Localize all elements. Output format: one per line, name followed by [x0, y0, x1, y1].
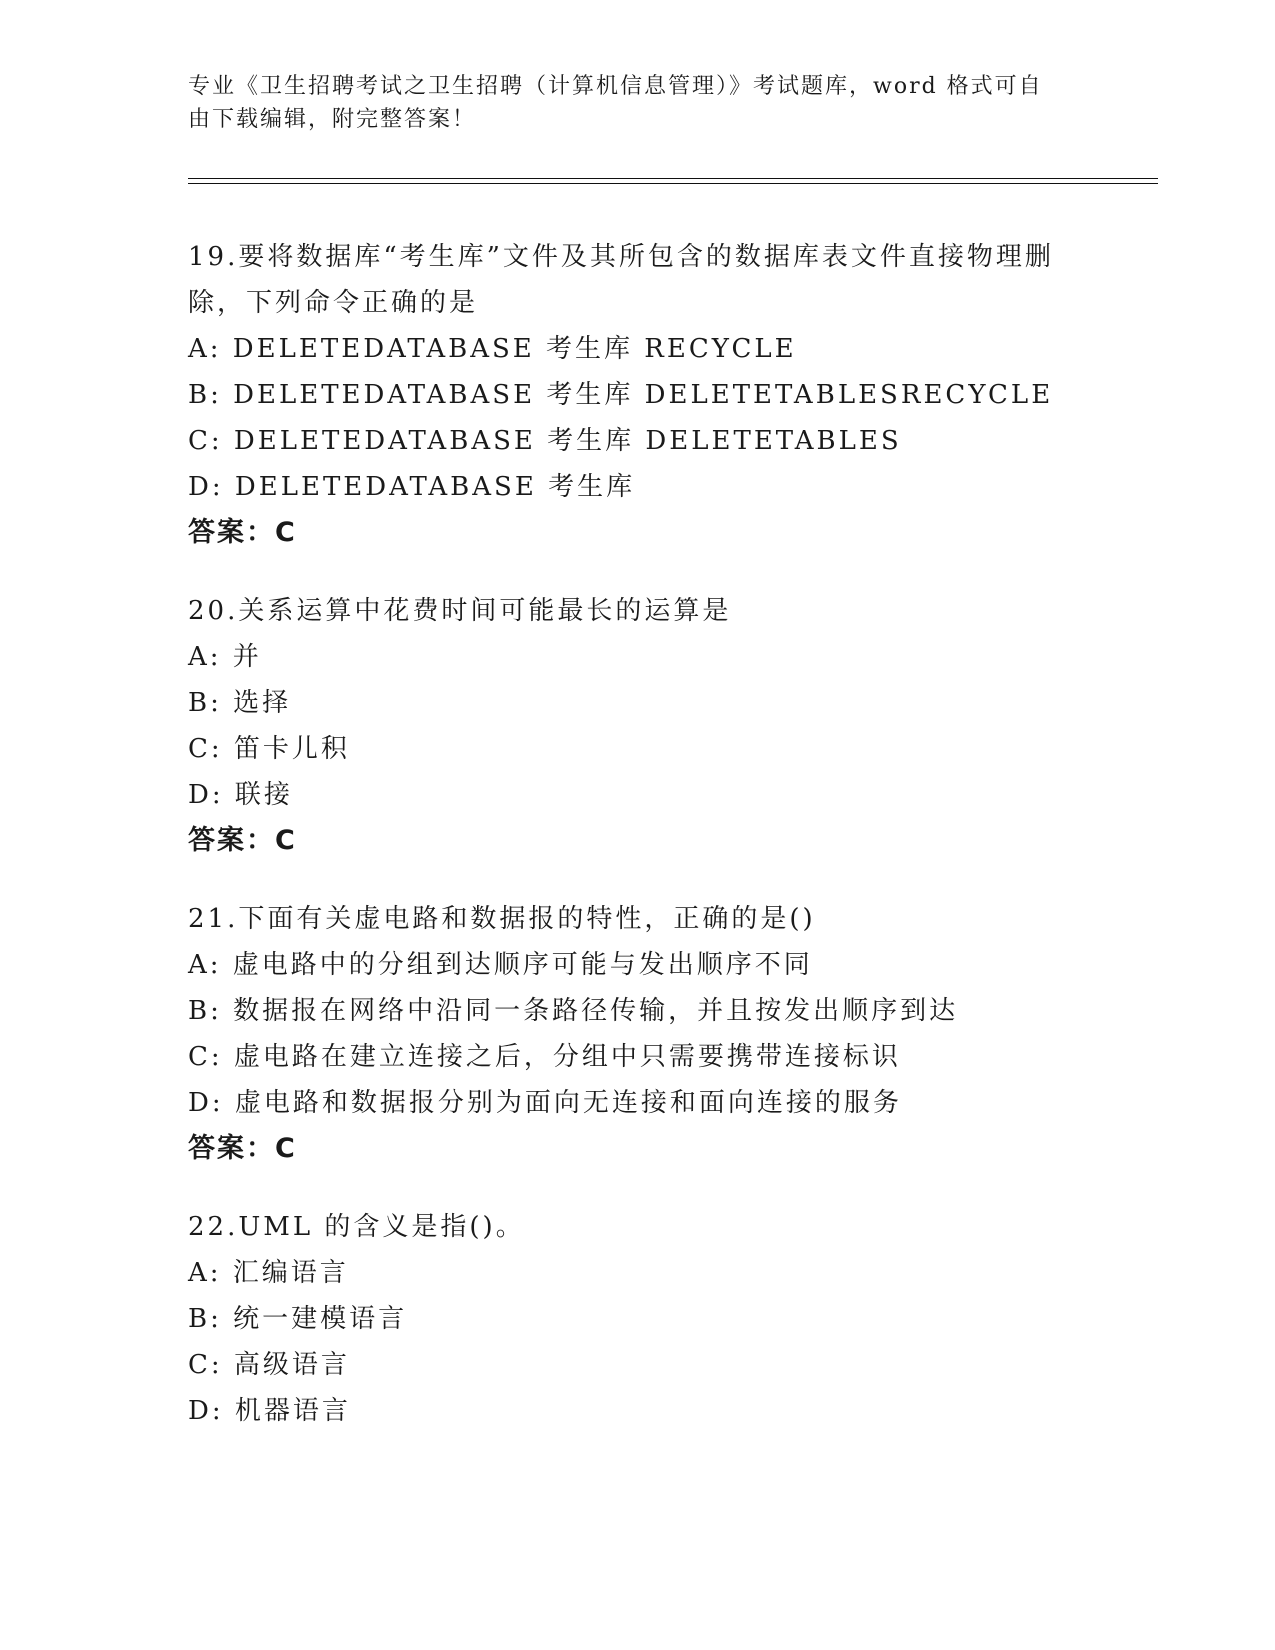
- header-divider-bottom: [188, 183, 1158, 184]
- option-c: C: 虚电路在建立连接之后，分组中只需要携带连接标识: [188, 1042, 901, 1072]
- option-d: D: 机器语言: [188, 1396, 351, 1426]
- option-a: A: 虚电路中的分组到达顺序可能与发出顺序不同: [188, 950, 813, 980]
- question-19: [188, 234, 1088, 556]
- option-d: D: DELETEDATABASE 考生库: [188, 472, 636, 502]
- question-22: [188, 1204, 1088, 1434]
- option-b: B: 数据报在网络中沿同一条路径传输，并且按发出顺序到达: [188, 996, 959, 1026]
- question-21: [188, 896, 1088, 1172]
- question-20: [188, 588, 1088, 864]
- answer: 答案：C: [188, 517, 297, 548]
- header-divider-top: [188, 178, 1158, 179]
- question-stem: 20.关系运算中花费时间可能最长的运算是: [188, 596, 732, 626]
- option-d: D: 联接: [188, 780, 293, 810]
- header-line-1: 专业《卫生招聘考试之卫生招聘（计算机信息管理）》考试题库，word 格式可自: [188, 74, 1043, 99]
- option-d: D: 虚电路和数据报分别为面向无连接和面向连接的服务: [188, 1088, 902, 1118]
- question-stem: 22.UML 的含义是指()。: [188, 1212, 525, 1242]
- question-stem: 21.下面有关虚电路和数据报的特性，正确的是(): [188, 904, 816, 934]
- document-header: [188, 70, 1078, 136]
- option-b: B: DELETEDATABASE 考生库 DELETETABLESRECYCLE: [188, 380, 1054, 410]
- option-a: A: 汇编语言: [188, 1258, 349, 1288]
- answer: 答案：C: [188, 825, 297, 856]
- header-line-2: 由下载编辑，附完整答案！: [188, 107, 477, 132]
- option-c: C: 笛卡儿积: [188, 734, 350, 764]
- option-c: C: 高级语言: [188, 1350, 350, 1380]
- question-stem: 19.要将数据库“考生库”文件及其所包含的数据库表文件直接物理删除，下列命令正确的是: [188, 242, 1054, 318]
- option-c: C: DELETEDATABASE 考生库 DELETETABLES: [188, 426, 902, 456]
- question-list: [188, 234, 1088, 1466]
- answer: 答案：C: [188, 1133, 297, 1164]
- option-b: B: 选择: [188, 688, 292, 718]
- option-a: A: DELETEDATABASE 考生库 RECYCLE: [188, 334, 797, 364]
- option-b: B: 统一建模语言: [188, 1304, 408, 1334]
- option-a: A: 并: [188, 642, 262, 672]
